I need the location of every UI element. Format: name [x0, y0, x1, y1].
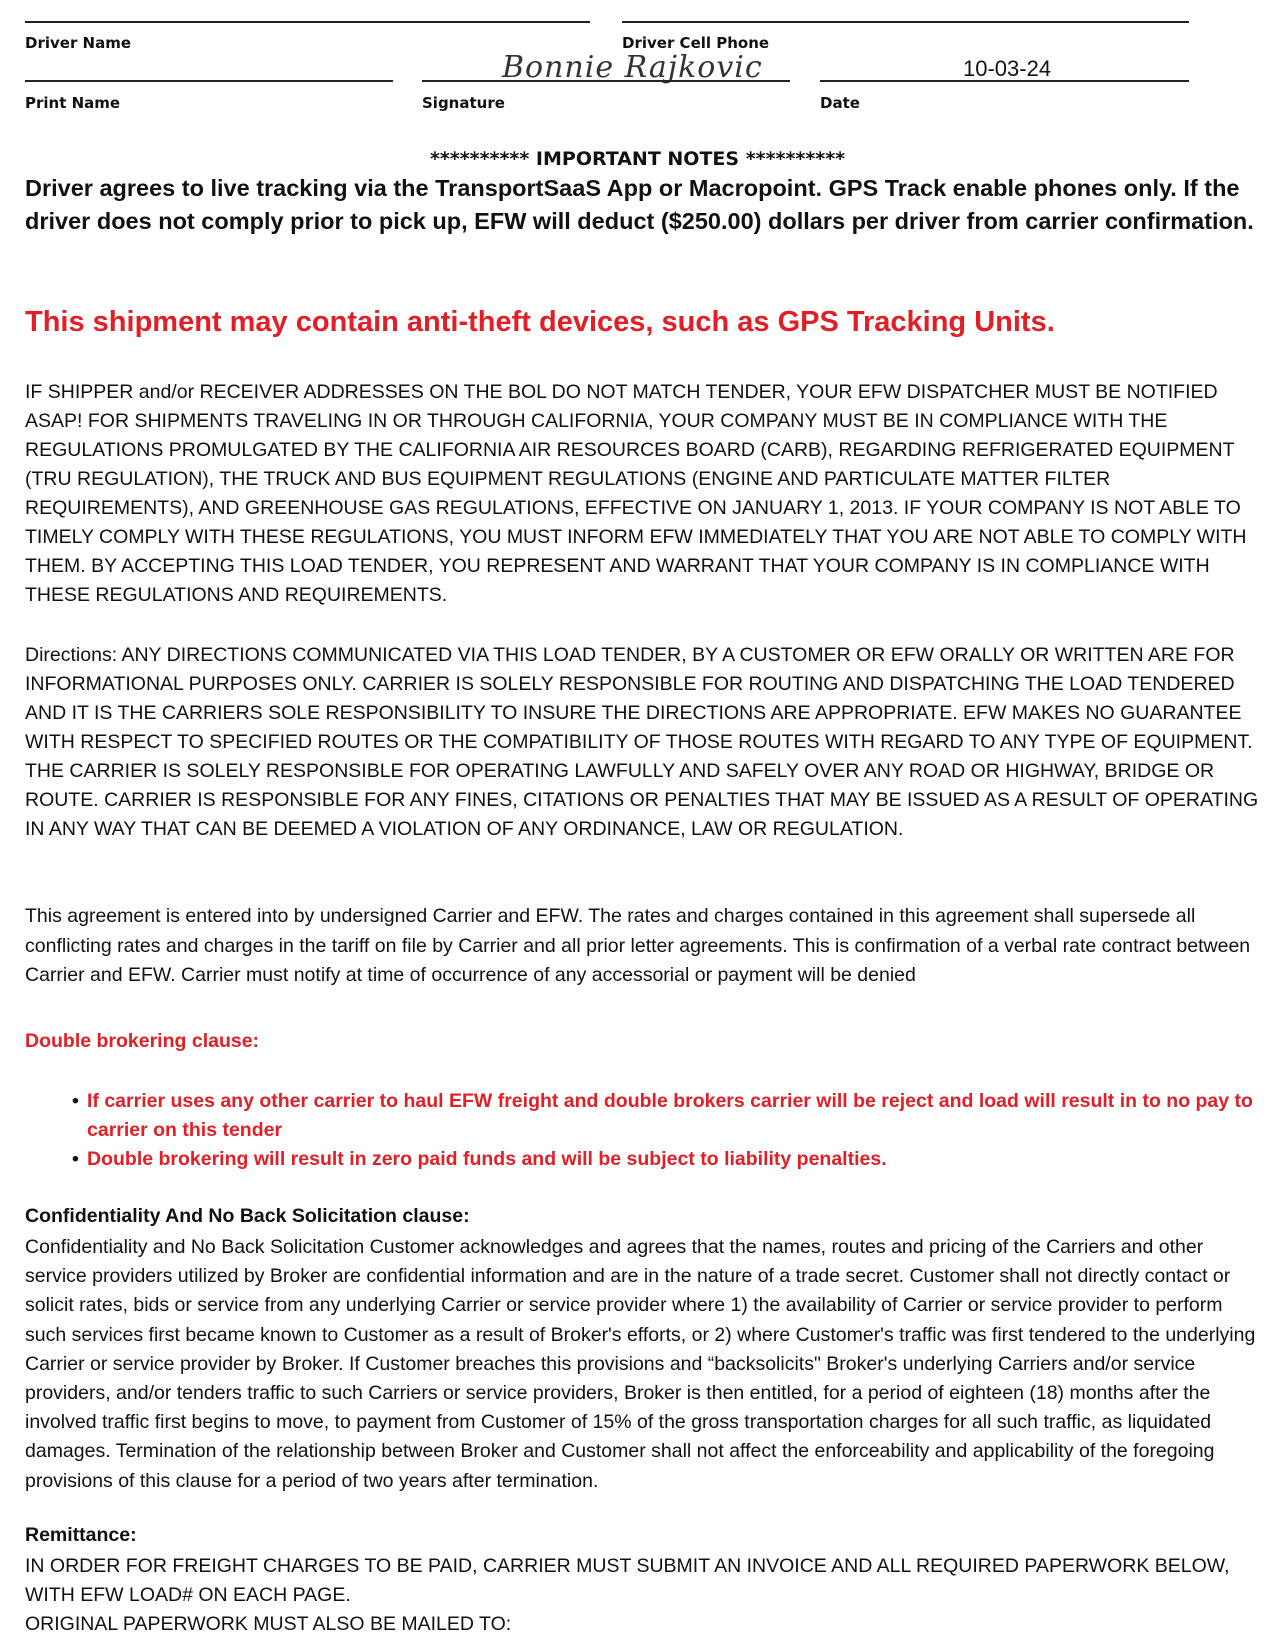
driver-cell-line [622, 21, 1189, 23]
remittance-line: IN ORDER FOR FREIGHT CHARGES TO BE PAID, CARRIER MUST SUBMIT AN INVOICE AND ALL REQUIRED PAPERWORK BELOW, WITH EFW LOAD# ON EACH PAGE. [25, 1555, 1230, 1606]
list-item [72, 1145, 1262, 1174]
directions-paragraph: Directions: ANY DIRECTIONS COMMUNICATED VIA THIS LOAD TENDER, BY A CUSTOMER OR EFW ORALLY OR WRITTEN ARE FOR INFORMATIONAL PURPOSES ONLY. CARRIER IS SOLELY RESPONSIBLE FOR ROUTING AND DISPATCHING THE LOAD TENDERED AND IT IS THE CARRIERS SOLE RESPONSIBILITY TO INSURE THE DIRECTIONS ARE APPROPRIATE. EFW MAKES NO GUARANTEE WITH RESPECT TO SPECIFIED ROUTES OR THE COMPATIBILITY OF THOSE ROUTES WITH REGARD TO ANY TYPE OF EQUIPMENT. THE CARRIER IS SOLELY RESPONSIBLE FOR OPERATING LAWFULLY AND SAFELY OVER ANY ROAD OR HIGHWAY, BRIDGE OR ROUTE. CARRIER IS RESPONSIBLE FOR ANY FINES, CITATIONS OR PENALTIES THAT MAY BE ISSUED AS A RESULT OF OPERATING IN ANY WAY THAT CAN BE DEEMED A VIOLATION OF ANY ORDINANCE, LAW OR REGULATION. [25, 644, 1259, 840]
double-brokering-heading: Double brokering clause: [25, 1030, 260, 1052]
bullet-icon: • [72, 1090, 79, 1112]
remittance-text [25, 1552, 1263, 1639]
agreement-paragraph: This agreement is entered into by undersigned Carrier and EFW. The rates and charges contained in this agreement shall supersede all conflicting rates and charges in the tariff on file by Carrier and all prior letter agreements. This is confirmation of a verbal rate contract between Carrier and EFW. Carrier must notify at time of occurrence of any accessorial or payment will be denied [25, 905, 1251, 986]
compliance-paragraph: IF SHIPPER and/or RECEIVER ADDRESSES ON THE BOL DO NOT MATCH TENDER, YOUR EFW DISPATCHER MUST BE NOTIFIED ASAP! FOR SHIPMENTS TRAVELING IN OR THROUGH CALIFORNIA, YOUR COMPANY MUST BE IN COMPLIANCE WITH THE REGULATIONS PROMULGATED BY THE CALIFORNIA AIR RESOURCES BOARD (CARB), REGARDING REFRIGERATED EQUIPMENT (TRU REGULATION), THE TRUCK AND BUS EQUIPMENT REGULATIONS (ENGINE AND PARTICULATE MATTER FILTER REQUIREMENTS), AND GREENHOUSE GAS REGULATIONS, EFFECTIVE ON JANUARY 1, 2013. IF YOUR COMPANY IS NOT ABLE TO TIMELY COMPLY WITH THESE REGULATIONS, YOU MUST INFORM EFW IMMEDIATELY THAT YOU ARE NOT ABLE TO COMPLY WITH THEM. BY ACCEPTING THIS LOAD TENDER, YOU REPRESENT AND WARRANT THAT YOUR COMPANY IS IN COMPLIANCE WITH THESE REGULATIONS AND REQUIREMENTS. [25, 381, 1247, 606]
signature-label: Signature [422, 94, 505, 112]
date-line [820, 80, 1189, 82]
confidentiality-text: Confidentiality and No Back Solicitation Customer acknowledges and agrees that the names, routes and pricing of the Carriers and other service providers utilized by Broker are confidential information and are in the nature of a trade secret. Customer shall not directly contact or solicit rates, bids or service from any underlying Carrier or service provider where 1) the availability of Carrier or service provider to perform such services first became known to Customer as a result of Broker's efforts, or 2) where Customer's traffic was first tendered to the underlying Carrier or service provider by Broker. If Customer breaches this provisions and “backsolicits" Broker's underlying Carriers and/or service providers, and/or tenders traffic to such Carriers or service providers, Broker is then entitled, for a period of eighteen (18) months after the involved traffic first begins to move, to payment from Customer of 15% of the gross transportation charges for all such traffic, as liquidated damages. Termination of the relationship between Broker and Customer shall not affect the enforceability and applicability of the foregoing provisions of this clause for a period of two years after termination. [25, 1236, 1256, 1492]
signature-value: Bonnie Rajkovic [502, 50, 763, 85]
double-brokering-list [72, 1087, 1262, 1174]
list-item-text: Double brokering will result in zero paid funds and will be subject to liability penalties. [87, 1148, 887, 1170]
anti-theft-notice: This shipment may contain anti-theft devices, such as GPS Tracking Units. [25, 306, 1055, 338]
driver-cell-label: Driver Cell Phone [622, 34, 770, 52]
date-label: Date [820, 94, 860, 112]
date-value: 10-03-24 [963, 56, 1052, 81]
print-name-line [25, 80, 393, 82]
signature-line [422, 80, 790, 82]
confidentiality-heading: Confidentiality And No Back Solicitation clause: [25, 1205, 470, 1227]
driver-name-line [25, 21, 590, 23]
bullet-icon: • [72, 1148, 79, 1170]
remittance-line: ORIGINAL PAPERWORK MUST ALSO BE MAILED TO: [25, 1613, 512, 1635]
remittance-heading: Remittance: [25, 1524, 137, 1546]
driver-tracking-notice: Driver agrees to live tracking via the TransportSaaS App or Macropoint. GPS Track enable phones only. If the driver does not comply prior to pick up, EFW will deduct ($250.00) dollars per driver from carrier confirmation. [25, 175, 1254, 234]
driver-name-label: Driver Name [25, 34, 132, 52]
list-item [72, 1087, 1262, 1145]
print-name-label: Print Name [25, 94, 121, 112]
important-notes-heading: ********** IMPORTANT NOTES ********** [429, 148, 846, 170]
list-item-text: If carrier uses any other carrier to haul EFW freight and double brokers carrier will be reject and load will result in to no pay to carrier on this tender [87, 1090, 1253, 1141]
